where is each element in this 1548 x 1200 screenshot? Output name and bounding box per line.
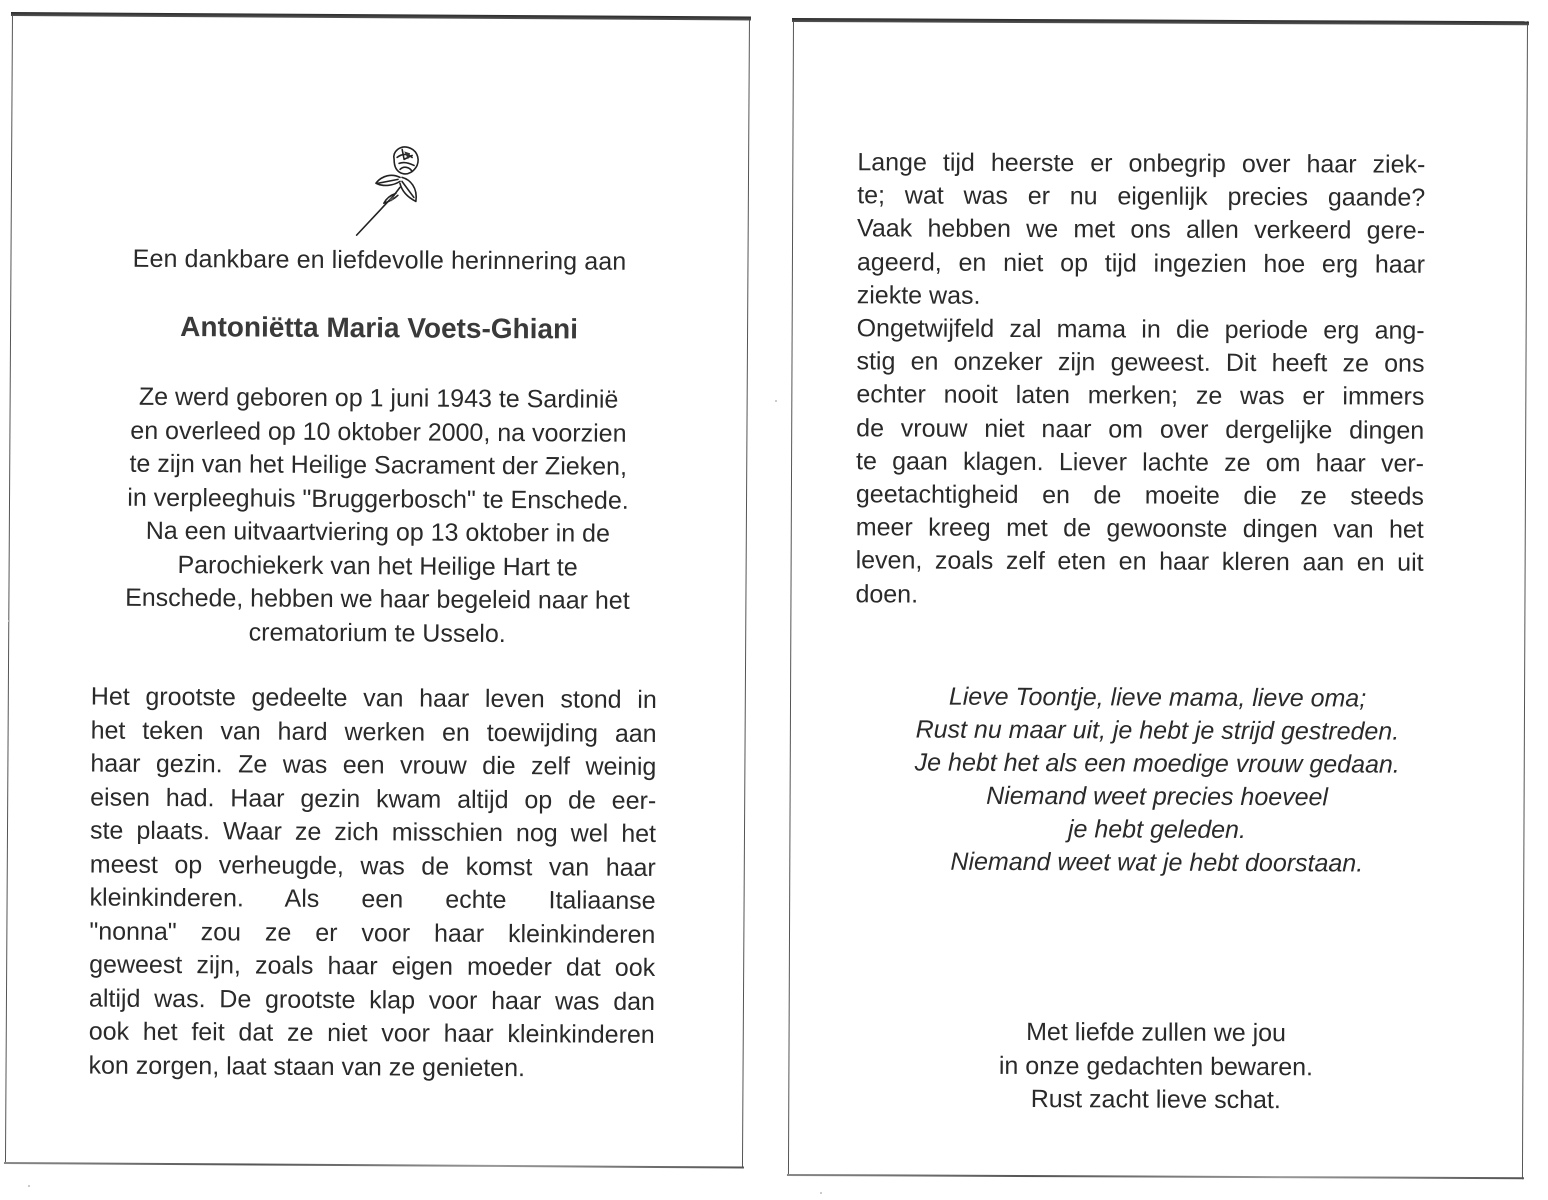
birth-death-paragraph [69, 380, 687, 652]
text-line: ageerd, en niet op tijd ingezien hoe erg haar [856, 247, 1425, 279]
text-line: in verpleeghuis "Bruggerbosch" te Enschede. [127, 483, 629, 515]
text-line: kon zorgen, laat staan van ze genieten. [88, 1050, 526, 1082]
text-line: meer kreeg met de gewoonste dingen van het [855, 513, 1424, 544]
text-line: te; wat was er nu eigenlijk precies gaande? [857, 181, 1426, 212]
text-line: de vrouw niet naar om over dergelijke dingen [856, 413, 1425, 445]
text-line: Ze werd geboren op 1 juni 1943 te Sardinië [138, 382, 619, 414]
closing-line: Met liefde zullen we jou [1026, 1018, 1287, 1048]
text-line: geweest zijn, zoals haar eigen moeder dat ook [89, 950, 656, 982]
text-line: Enschede, hebben we haar begeleid naar het [125, 583, 630, 615]
closing-line: Rust zacht lieve schat. [1030, 1085, 1281, 1115]
text-line: "nonna" zou ze er voor haar kleinkinderen [89, 916, 656, 949]
text-line: kleinkinderen. Als een echte Italiaanse [89, 883, 656, 915]
text-line: ste plaats. Waar ze zich misschien nog wel het [89, 816, 657, 848]
text-line: meest op verheugde, was de komst van haar [89, 849, 656, 882]
closing-verse [829, 1015, 1482, 1118]
text-line: altijd was. De grootste klap voor haar was dan [88, 983, 656, 1016]
poem-line: je hebt geleden. [1067, 815, 1246, 844]
text-line: ook het feit dat ze niet voor haar kleinkinderen [88, 1017, 655, 1049]
text-line: Vaak hebben we met ons allen verkeerd gere- [857, 214, 1426, 246]
closing-line: in onze gedachten bewaren. [998, 1051, 1314, 1081]
poem-line: Je hebt het als een moedige vrouw gedaan. [914, 748, 1400, 779]
memorial-card-right [788, 18, 1528, 1179]
text-line: Lange tijd heerste er onbegrip over haar ziek- [857, 148, 1426, 179]
text-line: Ongetwijfeld zal mama in die periode erg ang- [856, 314, 1425, 345]
life-paragraph [88, 680, 656, 1085]
text-line: het teken van hard werken en toewijding aan [90, 715, 657, 748]
text-line: te zijn van het Heilige Sacrament der Zieken, [129, 449, 628, 481]
card-top-edge [11, 12, 751, 21]
card-bottom-edge [787, 1174, 1524, 1179]
text-line: eisen had. Haar gezin kwam altijd op de eer- [90, 782, 657, 815]
poem-line: Niemand weet wat je hebt doorstaan. [950, 847, 1364, 878]
text-line: doen. [855, 579, 919, 609]
deceased-name: Antoniëtta Maria Voets-Ghiani [180, 311, 579, 345]
text-line: Parochiekerk van het Heilige Hart te [177, 550, 578, 581]
scan-speck [28, 1185, 30, 1187]
scan-speck [775, 400, 777, 402]
text-line: ziekte was. [856, 281, 981, 310]
text-line: leven, zoals zelf eten en haar kleren aan en uit [855, 546, 1424, 578]
card-top-edge [792, 18, 1529, 25]
text-line: crematorium te Usselo. [248, 617, 506, 648]
card-bottom-edge [4, 1162, 744, 1169]
intro-text: Een dankbare en liefdevolle herinnering aan [132, 244, 627, 276]
scan-speck [8, 620, 10, 622]
poem-line: Lieve Toontje, lieve mama, lieve oma; [948, 682, 1367, 713]
text-line: geetachtigheid en de moeite die ze steeds [855, 480, 1424, 511]
text-line: haar gezin. Ze was een vrouw die zelf weinig [90, 749, 657, 781]
memorial-card-left [5, 12, 750, 1168]
poem [830, 680, 1484, 881]
rose-icon [342, 139, 423, 239]
text-line: en overleed op 10 oktober 2000, na voorzien [130, 416, 627, 448]
poem-line: Rust nu maar uit, je hebt je strijd gestreden. [915, 715, 1400, 746]
scan-speck [820, 1192, 822, 1194]
text-line: stig en onzeker zijn geweest. Dit heeft ze ons [856, 347, 1425, 378]
text-line: Na een uitvaartviering op 13 oktober in de [145, 516, 611, 548]
poem-line: Niemand weet precies hoeveel [986, 781, 1329, 812]
text-line: Het grootste gedeelte van haar leven stond in [90, 682, 657, 714]
text-line: echter nooit laten merken; ze was er immers [856, 380, 1425, 412]
text-line: te gaan klagen. Liever lachte ze om haar ver- [856, 447, 1425, 478]
illness-paragraph [855, 146, 1425, 613]
